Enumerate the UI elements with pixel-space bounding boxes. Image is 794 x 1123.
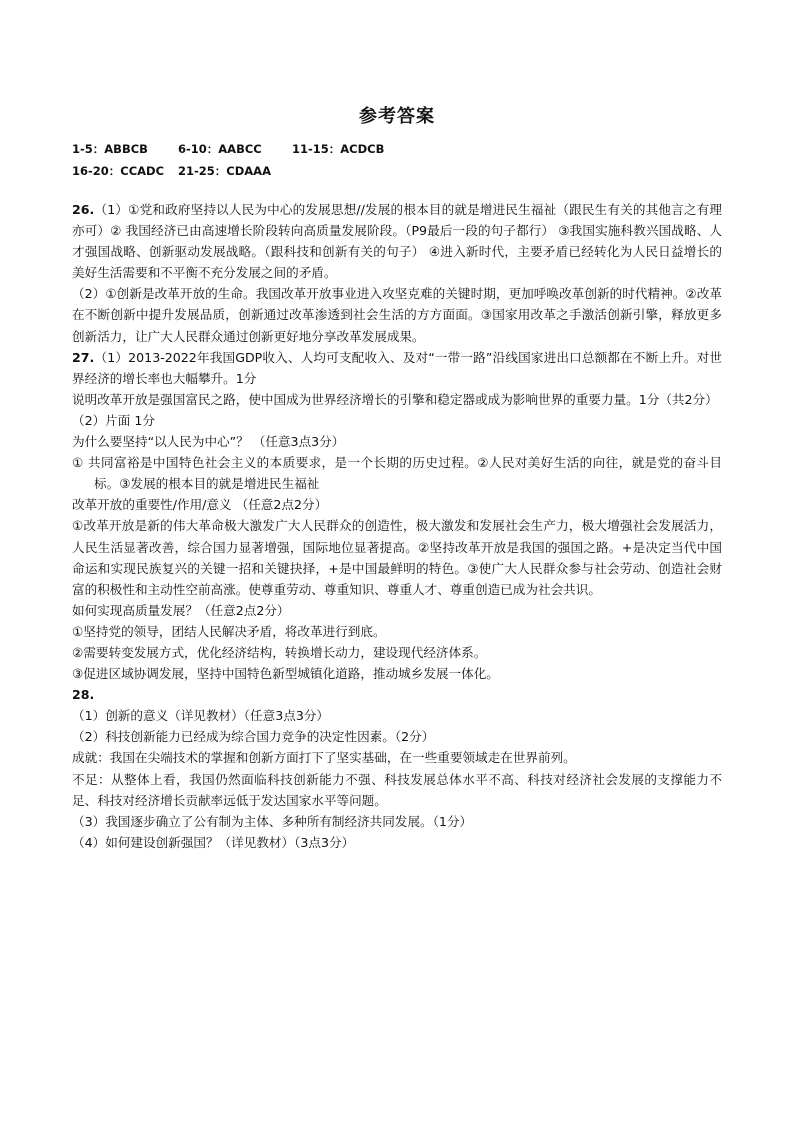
page-title: 参考答案 [359, 106, 435, 127]
answer-group: 21-25：CDAAA [178, 164, 271, 178]
q27-quality-heading: 如何实现高质量发展？（任意2点2分） [72, 602, 290, 618]
q27-quality-point-1: ①坚持党的领导，团结人民解决矛盾，将改革进行到底。 [72, 623, 386, 639]
question-number: 26. [72, 202, 95, 217]
q28-part1: （1）创新的意义（详见教材）（任意3点3分） [72, 708, 330, 724]
question-number: 27. [72, 349, 95, 365]
q27-quality-point-2: ②需要转变发展方式，优化经济结构，转换增长动力，建设现代经济体系。 [72, 644, 487, 660]
answer-group: 11-15：ACDCB [292, 142, 385, 156]
question-number: 28. [72, 687, 95, 703]
q27-reform-heading: 改革开放的重要性/作用/意义 （任意2点2分） [72, 497, 328, 513]
answer-row [72, 160, 722, 182]
q27-people-centered-heading: 为什么要坚持“以人民为中心”？ （任意3点3分） [72, 434, 345, 450]
q27-quality-point-3: ③促进区域协调发展，坚持中国特色新型城镇化道路，推动城乡发展一体化。 [72, 666, 499, 682]
q27-part1: 27.（1）2013-2022年我国GDP收入、人均可支配收入、及对“一带一路”沿线国家进出口总额都在不断上升。对世界经济的增长率也大幅攀升。1分 [72, 349, 722, 386]
q27-part2: （2）片面 1分 [72, 412, 155, 428]
answer-group: 16-20：CCADC [72, 164, 165, 178]
q28-shortcomings: 不足：从整体上看，我国仍然面临科技创新能力不强、科技发展总体水平不高、科技对经济社会发展的支撑能力不足、科技对经济增长贡献率远低于发达国家水平等问题。 [72, 771, 722, 808]
q27-explanation: 说明改革开放是强国富民之路，使中国成为世界经济增长的引擎和稳定器或成为影响世界的重要力量。1分（共2分） [72, 391, 718, 407]
q28-part3: （3）我国逐步确立了公有制为主体、多种所有制经济共同发展。（1分） [72, 813, 473, 829]
q27-reform-points: ①改革开放是新的伟大革命极大激发广大人民群众的创造性，极大激发和发展社会生产力，极大增强社会发展活力，人民生活显著改善，综合国力显著增强，国际地位显著提高。②坚持改革开放是我国的强国之路。+是决定当代中国命运和实现民族复兴的关键一招和关键抉择，+是中国最鲜明的特色。③使广大人民群众参与社会劳动、创造社会财富的积极性和主动性空前高涨。使尊重劳动、尊重知识、尊重人才、尊重创造已成为社会共识。 [72, 518, 722, 597]
answer-group: 1-5：ABBCB [72, 142, 148, 156]
q28-part4: （4）如何建设创新强国？（详见教材）（3点3分） [72, 834, 355, 850]
q27-people-centered-points: ① 共同富裕是中国特色社会主义的本质要求，是一个长期的历史过程。②人民对美好生活的向往，就是党的奋斗目标。③发展的根本目的就是增进民生福祉 [72, 455, 722, 492]
q28-achievements: 成就：我国在尖端技术的掌握和创新方面打下了坚实基础，在一些重要领域走在世界前列。 [72, 750, 576, 766]
q28-part2: （2）科技创新能力已经成为综合国力竞争的决定性因素。（2分） [72, 729, 435, 745]
multiple-choice-answers [72, 138, 722, 182]
q26-part1: 26.（1）①党和政府坚持以人民为中心的发展思想//发展的根本目的就是增进民生福祉（跟民生有关的其他言之有理亦可）② 我国经济已由高速增长阶段转向高质量发展阶段。（P9最后一段的句子都行） ③我国实施科教兴国战略、人才强国战略、创新驱动发展战略。（跟科技和创新有关的句子） ④进入新时代，主要矛盾已经转化为人民日益增长的美好生活需要和不平衡不充分发展之间的矛盾。 [72, 202, 722, 281]
answer-text [72, 199, 722, 853]
answer-row [72, 138, 722, 160]
answer-group: 6-10：AABCC [178, 142, 262, 156]
answer-sheet [72, 104, 722, 853]
q26-part2: （2）①创新是改革开放的生命。我国改革开放事业进入攻坚克难的关键时期，更加呼唤改革创新的时代精神。②改革在不断创新中提升发展品质，创新通过改革渗透到社会生活的方方面面。③国家用改革之手激活创新引擎，释放更多创新活力，让广大人民群众通过创新更好地分享改革发展成果。 [72, 286, 722, 344]
